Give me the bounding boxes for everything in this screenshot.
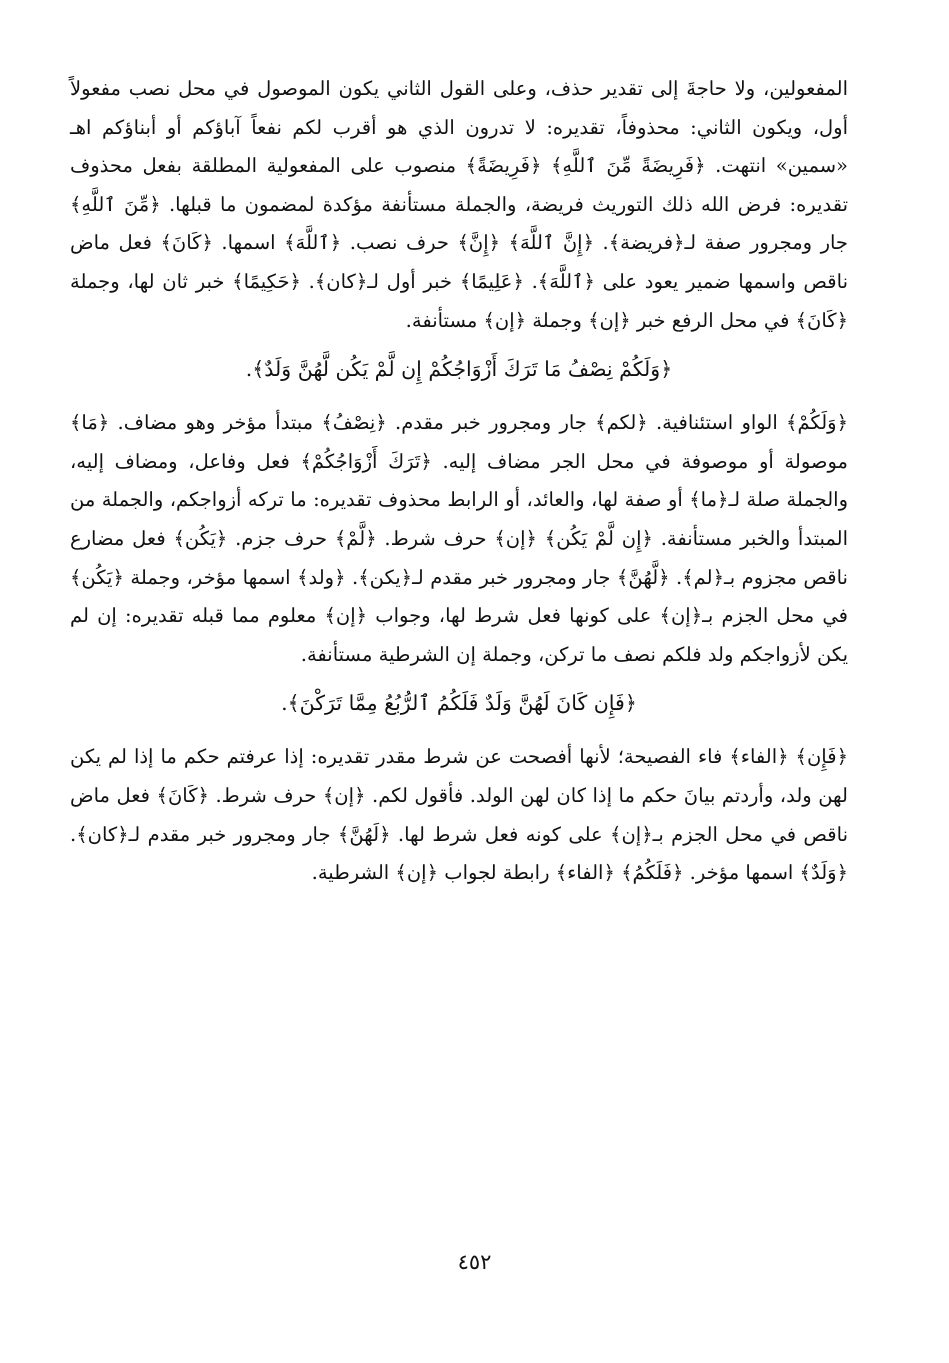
quran-verse: ﴿فَإِن كَانَ لَهُنَّ وَلَدٌ فَلَكُمُ ٱلرُّبُعُ مِمَّا تَرَكْنَ﴾. — [281, 691, 637, 716]
quran-verse: ﴿وَلَكُمْ نِصْفُ مَا تَرَكَ أَزْوَاجُكُمْ إِن لَّمْ يَكُن لَّهُنَّ وَلَدٌ﴾. — [245, 357, 673, 382]
paragraph: ﴿وَلَكُمْ﴾ الواو استئنافية. ﴿لكم﴾ جار ومجرور خبر مقدم. ﴿نِصْفُ﴾ مبتدأ مؤخر وهو مضاف. ﴿مَا﴾ موصولة أو موصوفة في محل الجر مضاف إليه. ﴿تَرَكَ أَزْوَاجُكُمْ﴾ فعل وفاعل، ومضاف إليه، والجملة صلة لـ﴿ما﴾ أو صفة لها، والعائد، أو الرابط محذوف تقديره: ما تركه أزواجكم، والجملة من المبتدأ والخبر مستأنفة. ﴿إِن لَّمْ يَكُن﴾ ﴿إن﴾ حرف شرط. ﴿لَّمْ﴾ حرف جزم. ﴿يَكُن﴾ فعل مضارع ناقص مجزوم بـ﴿لم﴾. ﴿لَّهُنَّ﴾ جار ومجرور خبر مقدم لـ﴿يكن﴾. ﴿ولد﴾ اسمها مؤخر، وجملة ﴿يَكُن﴾ في محل الجزم بـ﴿إن﴾ على كونها فعل شرط لها، وجواب ﴿إن﴾ معلوم مما قبله تقديره: إن لم يكن لأزواجكم ولد فلكم نصف ما تركن، وجملة إن الشرطية مستأنفة. — [70, 411, 848, 666]
page-number: ٤٥٢ — [457, 1250, 492, 1274]
page-content — [70, 70, 848, 893]
paragraph: ﴿فَإِن﴾ ﴿الفاء﴾ فاء الفصيحة؛ لأنها أفصحت عن شرط مقدر تقديره: إذا عرفتم حكم ما إذا لم يكن لهن ولد، وأردتم بيانَ حكم ما إذا كان لهن الولد. فأقول لكم. ﴿إن﴾ حرف شرط. ﴿كَانَ﴾ فعل ماض ناقص في محل الجزم بـ﴿إن﴾ على كونه فعل شرط لها. ﴿لَهُنَّ﴾ جار ومجرور خبر مقدم لـ﴿كان﴾. ﴿وَلَدٌ﴾ اسمها مؤخر. ﴿فَلَكُمُ﴾ ﴿الفاء﴾ رابطة لجواب ﴿إن﴾ الشرطية. — [70, 745, 848, 885]
paragraph: المفعولين، ولا حاجةَ إلى تقدير حذف، وعلى القول الثاني يكون الموصول في محل نصب مفعولاً أول، ويكون الثاني: محذوفاً، تقديره: لا تدرون الذي هو أقرب لكم نفعاً آباؤكم أو أبناؤكم اهـ «سمين» انتهت. ﴿فَرِيضَةً مِّنَ ٱللَّهِ﴾ ﴿فَرِيضَةً﴾ منصوب على المفعولية المطلقة بفعل محذوف تقديره: فرض الله ذلك التوريث فريضة، والجملة مستأنفة مؤكدة لمضمون ما قبلها. ﴿مِّنَ ٱللَّهِ﴾ جار ومجرور صفة لـ﴿فريضة﴾. ﴿إِنَّ ٱللَّهَ﴾ ﴿إِنَّ﴾ حرف نصب. ﴿ٱللَّهَ﴾ اسمها. ﴿كَانَ﴾ فعل ماض ناقص واسمها ضمير يعود على ﴿ٱللَّهَ﴾. ﴿عَلِيمًا﴾ خبر أول لـ﴿كان﴾. ﴿حَكِيمًا﴾ خبر ثان لها، وجملة ﴿كَانَ﴾ في محل الرفع خبر ﴿إن﴾ وجملة ﴿إن﴾ مستأنفة. — [70, 77, 848, 332]
